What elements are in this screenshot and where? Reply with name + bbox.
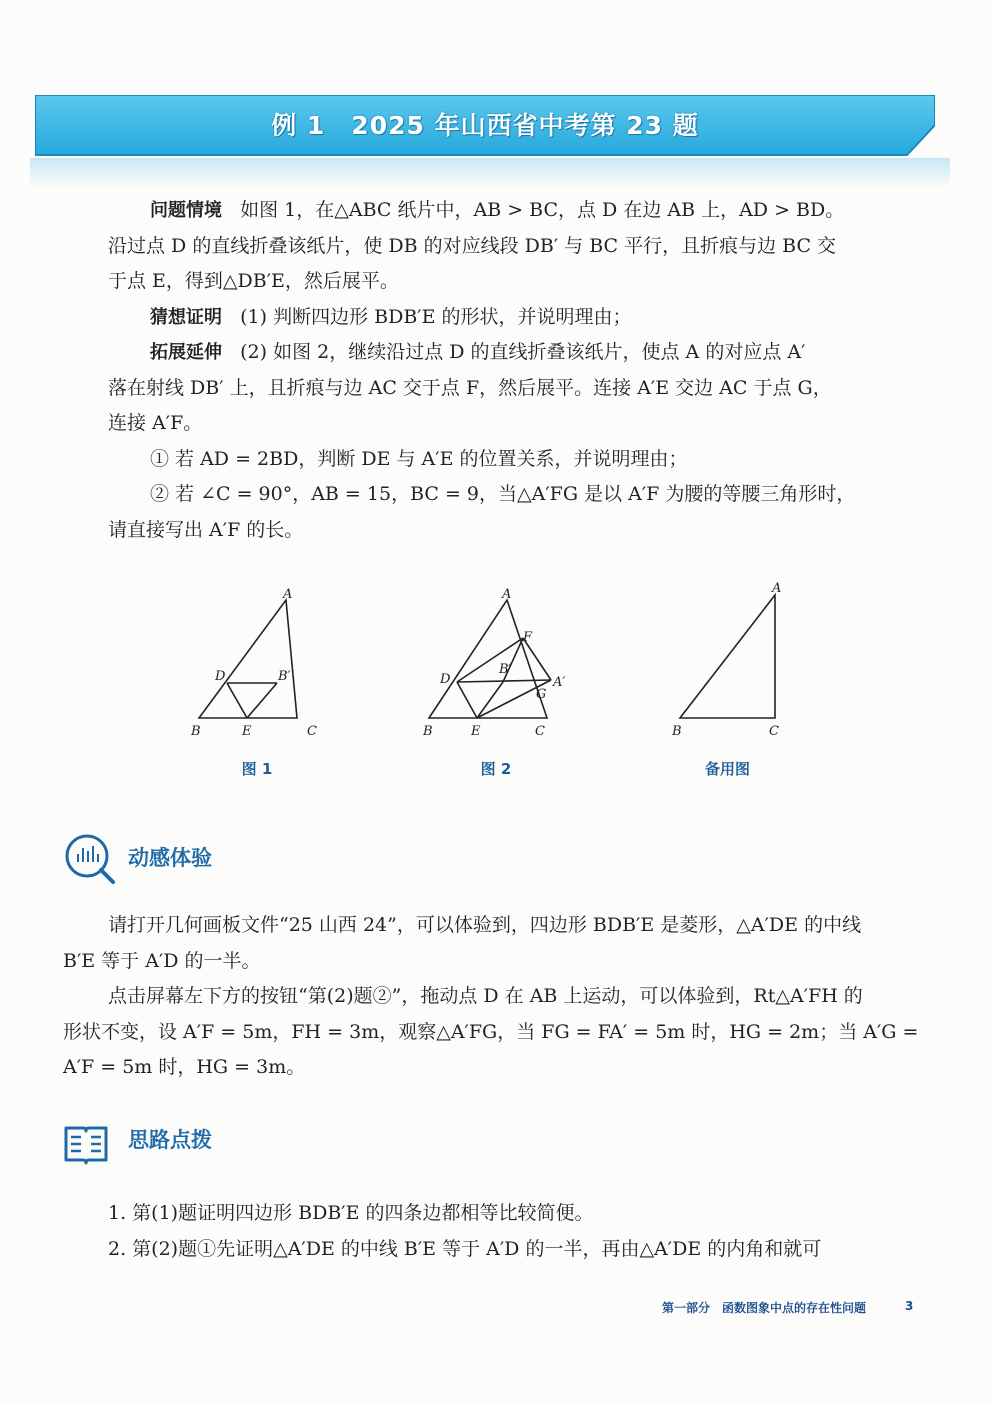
fig2-label-d: D — [440, 672, 451, 687]
figure-1-caption: 图 1 — [241, 760, 273, 778]
chart-magnifier-icon — [63, 832, 117, 886]
dynamic-p1-line-2: B′E 等于 A′D 的一半。 — [63, 949, 261, 972]
figure-2-diagram — [415, 580, 575, 745]
fig1-label-e: E — [242, 724, 252, 739]
extension-line-3: 连接 A′F。 — [108, 412, 203, 434]
fig2-label-a-prime: A′ — [553, 675, 566, 690]
fig2-label-e: E — [471, 724, 481, 739]
fig2-segment-b2e — [477, 682, 503, 718]
fig3-triangle-abc — [680, 595, 775, 718]
figure-1-diagram — [185, 580, 335, 745]
extension-line-2: 落在射线 DB′ 上，且折痕与边 AC 交于点 F，然后展平。连接 A′E 交边 AC 于点 G， — [108, 376, 832, 399]
figure-2-caption: 图 2 — [480, 760, 512, 778]
example-banner — [35, 95, 935, 155]
dynamic-p1-line-1: 请打开几何画板文件“25 山西 24”，可以体验到，四边形 BDB′E 是菱形，△A′DE 的中线 — [108, 914, 862, 936]
question-2-line-1: ② 若 ∠C = 90°，AB = 15，BC = 9，当△A′FG 是以 A′F 为腰的等腰三角形时， — [150, 483, 856, 505]
hints-list — [108, 1196, 928, 1267]
fig1-label-c: C — [307, 724, 317, 739]
book-icon — [63, 1120, 109, 1166]
page-number: 3 — [905, 1299, 914, 1313]
figure-2 — [415, 580, 575, 749]
dynamic-p2-line-3: A′F = 5m 时，HG = 3m。 — [63, 1056, 306, 1078]
dynamic-body — [63, 908, 923, 1086]
figure-backup — [665, 575, 805, 749]
fig1-label-b-prime: B′ — [278, 669, 291, 684]
situation-line-1: 如图 1，在△ABC 纸片中，AB > BC，点 D 在边 AB 上，AD > BD。 — [240, 199, 845, 221]
fig1-segment-b2e — [247, 683, 277, 718]
hints-title: 思路点拨 — [128, 1128, 212, 1152]
fig1-label-d: D — [215, 669, 226, 684]
figure-1 — [185, 580, 335, 749]
banner-glow — [30, 158, 950, 188]
conjecture-text: (1) 判断四边形 BDB′E 的形状，并说明理由； — [240, 305, 632, 328]
conjecture-label: 猜想证明 — [150, 306, 222, 328]
hint-item-1: 1. 第(1)题证明四边形 BDB′E 的四条边都相等比较简便。 — [108, 1202, 594, 1224]
fig2-label-b-prime: B′ — [499, 662, 512, 677]
hint-item-2: 2. 第(2)题①先证明△A′DE 的中线 B′E 等于 A′D 的一半，再由△A′DE 的内角和就可 — [108, 1237, 822, 1260]
fig2-label-g: G — [536, 687, 547, 702]
question-2-line-2: 请直接写出 A′F 的长。 — [108, 518, 304, 541]
figure-backup-diagram — [665, 575, 805, 745]
extension-line-1: (2) 如图 2，继续沿过点 D 的直线折叠该纸片，使点 A 的对应点 A′ — [240, 341, 806, 363]
fig3-label-a: A — [772, 581, 782, 596]
situation-line-2: 沿过点 D 的直线折叠该纸片，使 DB 的对应线段 DB′ 与 BC 平行，且折痕与边 BC 交 — [108, 234, 837, 257]
fig2-segment-de — [457, 682, 477, 718]
fig2-label-b: B — [423, 724, 433, 739]
problem-situation — [108, 193, 898, 548]
fig1-label-b: B — [191, 724, 201, 739]
fig1-segment-de — [227, 683, 247, 718]
situation-label: 问题情境 — [150, 200, 222, 221]
fig1-triangle-abc — [199, 600, 297, 718]
fig2-label-a: A — [502, 587, 512, 602]
fig3-label-b: B — [672, 724, 682, 739]
fig2-triangle-abc — [429, 600, 547, 718]
figure-backup-caption: 备用图 — [704, 760, 750, 778]
fig1-label-a: A — [283, 587, 293, 602]
dynamic-p2-line-1: 点击屏幕左下方的按钮“第(2)题②”，拖动点 D 在 AB 上运动，可以体验到，Rt△A′FH 的 — [108, 985, 863, 1007]
dynamic-title: 动感体验 — [128, 846, 212, 870]
situation-line-3: 于点 E，得到△DB′E，然后展平。 — [108, 270, 399, 292]
footer-section-title: 第一部分 函数图象中点的存在性问题 — [662, 1301, 867, 1315]
fig2-label-f: F — [523, 630, 533, 645]
question-1: ① 若 AD = 2BD，判断 DE 与 A′E 的位置关系，并说明理由； — [150, 447, 688, 470]
dynamic-section-header — [63, 832, 313, 882]
fig3-label-c: C — [769, 724, 779, 739]
extension-label: 拓展延伸 — [150, 342, 222, 363]
hints-section-header — [63, 1120, 313, 1170]
fig2-label-c: C — [535, 724, 545, 739]
dynamic-p2-line-2: 形状不变，设 A′F = 5m，FH = 3m，观察△A′FG，当 FG = FA′ = 5m 时，HG = 2m；当 A′G = — [63, 1020, 919, 1043]
example-title: 例 1 2025 年山西省中考第 23 题 — [271, 111, 699, 140]
